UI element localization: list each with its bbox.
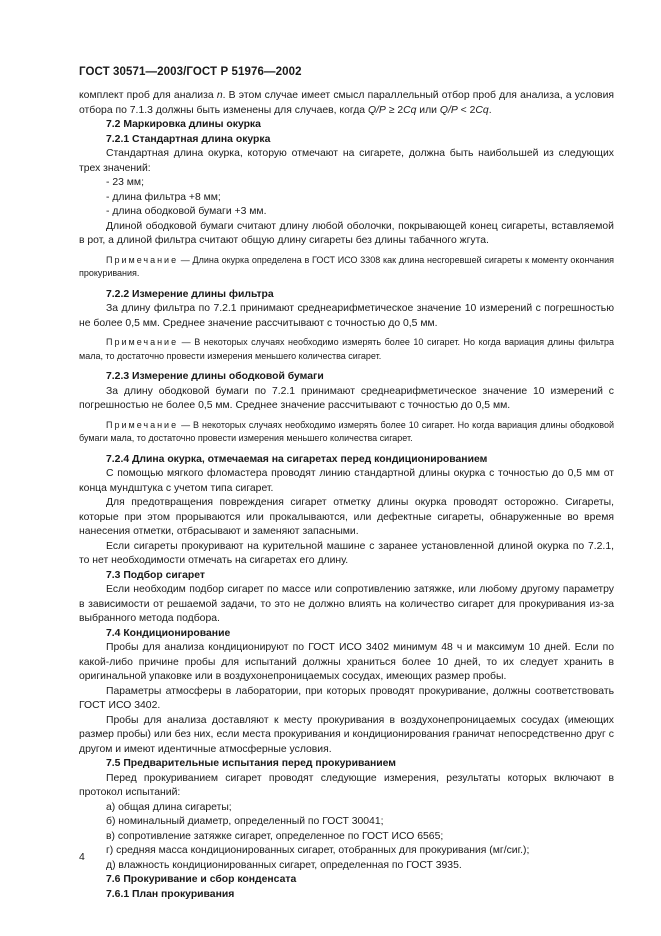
section-heading-7-2: 7.2 Маркировка длины окурка	[106, 119, 261, 130]
section-heading-7-5: 7.5 Предварительные испытания перед прокуриванием	[106, 758, 396, 769]
section-heading-7-2-4: 7.2.4 Длина окурка, отмечаемая на сигаретах перед кондиционированием	[106, 453, 488, 465]
paragraph: Перед прокуриванием сигарет проводят следующие измерения, результаты которых включают в протокол испытаний:	[79, 772, 614, 798]
page-number: 4	[79, 852, 85, 863]
paragraph: Параметры атмосферы в лаборатории, при которых проводят прокуривание, должны соответствовать ГОСТ ИСО 3402.	[79, 685, 614, 711]
section-heading-7-3: 7.3 Подбор сигарет	[106, 569, 205, 581]
paragraph: Если сигареты прокуривают на курительной машине с заранее установленной длиной окурка по 7.2.1, то нет необходимости отмечать на сигаретах его длину.	[79, 540, 614, 566]
list-item: - длина ободковой бумаги +3 мм.	[106, 206, 267, 217]
paragraph: Пробы для анализа доставляют к месту прокуривания в воздухонепроницаемых сосудах (имеющих размер пробы) или без них, если места прокуривания и кондиционирования граничат непосредственно друг с другом и имеют идентичные атмосферные условия.	[79, 714, 614, 755]
section-heading-7-6-1: 7.6.1 План прокуривания	[106, 888, 235, 900]
section-heading-7-2-3: 7.2.3 Измерение длины ободковой бумаги	[106, 371, 324, 382]
paragraph: Стандартная длина окурка, которую отмечают на сигарете, должна быть наибольшей из следующих трех значений:	[79, 148, 614, 174]
list-item: а) общая длина сигареты;	[106, 801, 232, 813]
list-item: г) средняя масса кондиционированных сигарет, отобранных для прокуривания (мг/сиг.);	[106, 845, 530, 856]
paragraph: Если необходим подбор сигарет по массе или сопротивлению затяжке, или любому другому параметру в зависимости от решаемой задачи, то это не должно влиять на количество сигарет для прокуривания из-за выбранного метода подбора.	[79, 584, 614, 624]
list-item: д) влажность кондиционированных сигарет, определенная по ГОСТ 3935.	[106, 859, 462, 871]
document-body	[79, 89, 614, 902]
note: Примечание — Длина окурка определена в ГОСТ ИСО 3308 как длина несгоревшей сигареты к моменту окончания прокуривания.	[79, 254, 614, 278]
list-item: - длина фильтра +8 мм;	[106, 191, 221, 203]
paragraph: Длиной ободковой бумаги считают длину любой оболочки, покрывающей конец сигареты, вставляемой в рот, а длиной фильтра считают общую длину сигареты без длины табачного жгута.	[79, 220, 614, 246]
paragraph: Пробы для анализа кондиционируют по ГОСТ ИСО 3402 минимум 48 ч и максимум 10 дней. Если по какой-либо причине пробы для испытаний должны храниться более 10 дней, то их следует хранить в оригинальной упаковке или в воздухонепроницаемых сосудах, имеющих размер пробы.	[79, 642, 614, 682]
paragraph: Для предотвращения повреждения сигарет отметку длины окурка проводят осторожно. Сигареты, которые при этом прорываются или прокалываются, или дефектные сигареты, обнаруженные во время нанесения отметки, отбрасывают и заменяют запасными.	[79, 497, 614, 537]
section-heading-7-6: 7.6 Прокуривание и сбор конденсата	[106, 874, 297, 885]
page-header-title: ГОСТ 30571—2003/ГОСТ Р 51976—2002	[79, 66, 302, 78]
note: Примечание — В некоторых случаях необходимо измерять более 10 сигарет. Но когда вариация длины ободковой бумаги мала, то достаточно провести измерения меньшего количества сигарет.	[79, 419, 614, 443]
list-item: б) номинальный диаметр, определенный по ГОСТ 30041;	[106, 816, 384, 827]
paragraph: За длину ободковой бумаги по 7.2.1 принимают среднеарифметическое значение 10 измерений с погрешностью не более 0,5 мм. Среднее значение рассчитывают с точностью до 0,5 мм.	[79, 385, 614, 411]
paragraph: С помощью мягкого фломастера проводят линию стандартной длины окурка с точностью до 0,5 мм от конца мундштука с учетом типа сигарет.	[79, 468, 614, 494]
section-heading-7-2-1: 7.2.1 Стандартная длина окурка	[106, 133, 271, 145]
list-item: - 23 мм;	[106, 177, 144, 188]
paragraph: За длину фильтра по 7.2.1 принимают среднеарифметическое значение 10 измерений с погрешностью не более 0,5 мм. Среднее значение рассчитывают с точностью до 0,5 мм.	[79, 303, 614, 329]
note: Примечание — В некоторых случаях необходимо измерять более 10 сигарет. Но когда вариация длины фильтра мала, то достаточно провести измерения меньшего количества сигарет.	[79, 337, 614, 361]
list-item: в) сопротивление затяжке сигарет, определенное по ГОСТ ИСО 6565;	[106, 830, 444, 842]
section-heading-7-2-2: 7.2.2 Измерение длины фильтра	[106, 288, 274, 300]
intro-paragraph: комплект проб для анализа n. В этом случае имеет смысл параллельный отбор проб для анализа, а условия отбора по 7.1.3 должны быть изменены для случаев, когда Q/P ≥ 2Cq или Q/P < 2Cq.	[79, 90, 614, 116]
section-heading-7-4: 7.4 Кондиционирование	[106, 627, 231, 639]
